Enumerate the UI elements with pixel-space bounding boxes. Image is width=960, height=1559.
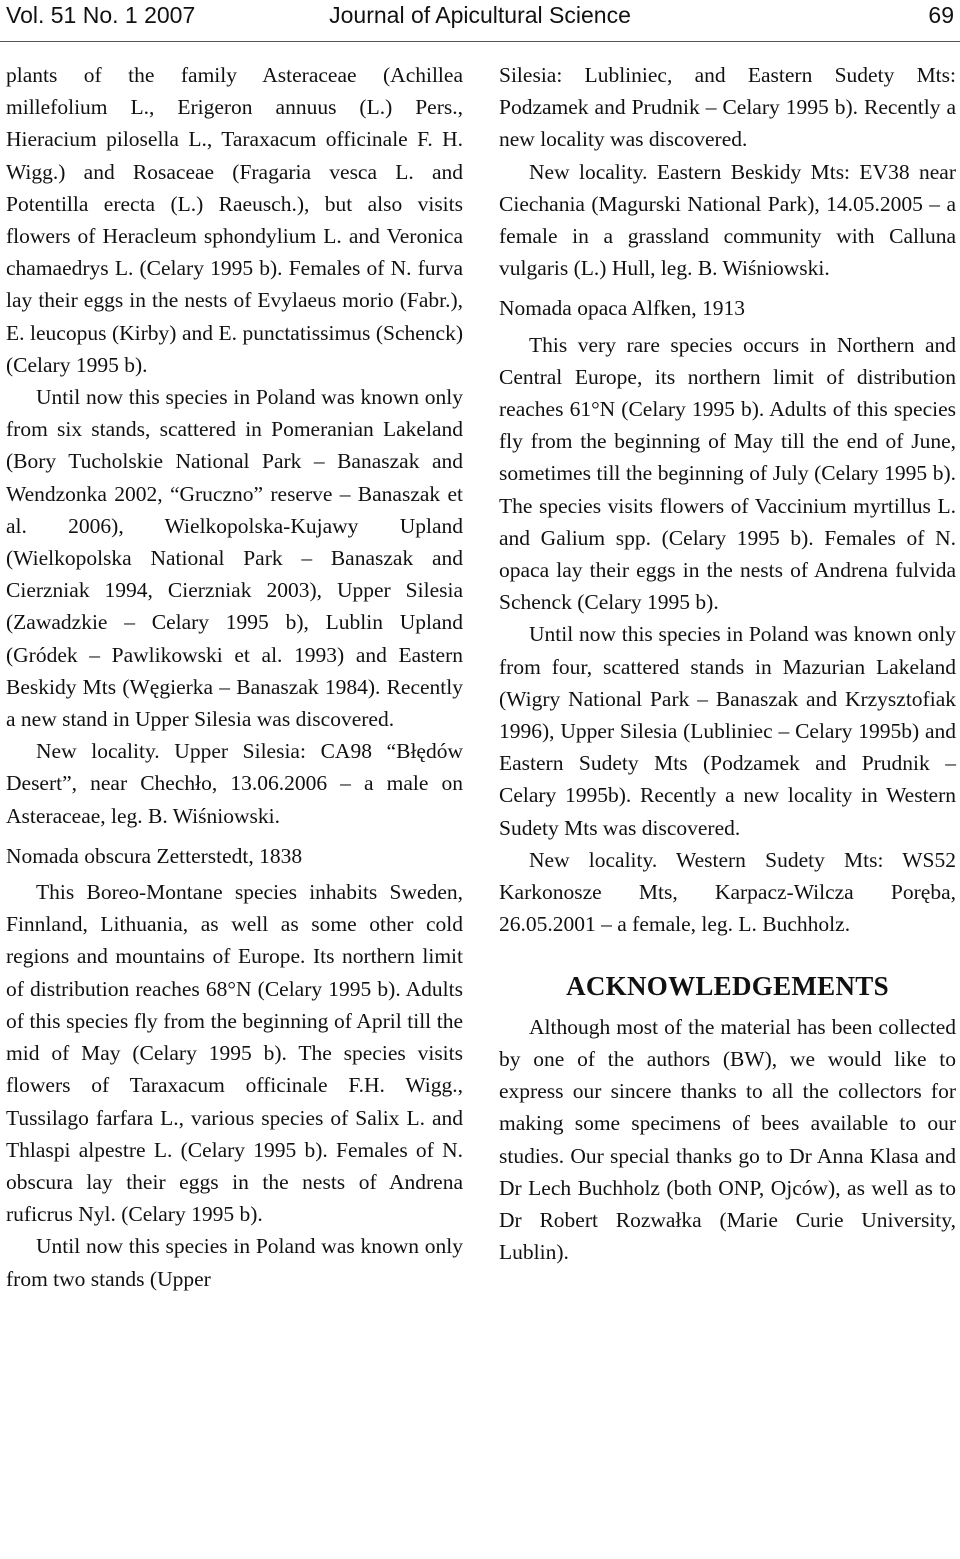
journal-title: Journal of Apicultural Science (329, 2, 631, 28)
paragraph: This very rare species occurs in Northern and Central Europe, its northern limit of distribution reaches 61°N (Celary 1995 b). Adults of this species fly from the beginning of May till the end of June, sometimes till the beginning of July (Celary 1995 b). The species visits flowers of Vaccinium myrtillus L. and Galium spp. (Celary 1995 b). Females of N. opaca lay their eggs in the nests of Andrena fulvida Schenck (Celary 1995 b). (499, 332, 956, 615)
paragraph: plants of the family Asteraceae (Achillea millefolium L., Erigeron annuus (L.) Pers., Hieracium pilosella L., Taraxacum officinale F. H. Wigg.) and Rosaceae (Fragaria vesca L. and Potentilla erecta (L.) Raeusch.), but also visits flowers of Heracleum sphondylium L. and Veronica chamaedrys L. (Celary 1995 b). Females of N. furva lay their eggs in the nests of Evylaeus morio (Fabr.), E. leucopus (Kirby) and E. punctatissimus (Schenck) (Celary 1995 b). (6, 63, 463, 377)
header-rule (0, 41, 960, 42)
species-heading: Nomada obscura Zetterstedt, 1838 (6, 843, 303, 868)
paragraph: Until now this species in Poland was known only from two stands (Upper (6, 1234, 463, 1291)
right-column (499, 59, 956, 1268)
paragraph: Until now this species in Poland was known only from four, scattered stands in Mazurian Lakeland (Wigry National Park – Banaszak and Krzysztofiak 1996), Upper Silesia (Lubliniec – Celary 1995b) and Eastern Sudety Mts (Podzamek and Prudnik – Celary 1995b). Recently a new locality in Western Sudety Mts was discovered. (499, 622, 956, 840)
running-header (0, 0, 960, 40)
volume-info: Vol. 51 No. 1 2007 (6, 2, 196, 28)
paragraph: New locality. Upper Silesia: CA98 “Błędów Desert”, near Chechło, 13.06.2006 – a male on Asteraceae, leg. B. Wiśniowski. (6, 739, 463, 828)
paragraph: New locality. Eastern Beskidy Mts: EV38 near Ciechania (Magurski National Park), 14.05.2005 – a female in a grassland community with Calluna vulgaris (L.) Hull, leg. B. Wiśniowski. (499, 159, 956, 281)
paragraph: Silesia: Lubliniec, and Eastern Sudety Mts: Podzamek and Prudnik – Celary 1995 b). Recently a new locality was discovered. (499, 63, 956, 152)
species-heading: Nomada opaca Alfken, 1913 (499, 296, 745, 321)
page-number: 69 (928, 2, 954, 28)
paragraph: New locality. Western Sudety Mts: WS52 Karkonosze Mts, Karpacz-Wilcza Poręba, 26.05.2001 – a female, leg. L. Buchholz. (499, 847, 956, 937)
section-heading: ACKNOWLEDGEMENTS (566, 971, 889, 1002)
paragraph: Until now this species in Poland was known only from six stands, scattered in Pomeranian Lakeland (Bory Tucholskie National Park – Banaszak and Wendzonka 2002, “Gruczno” reserve – Banaszak et al. 2006), Wielkopolska-Kujawy Upland (Wielkopolska National Park – Banaszak and Cierzniak 1994, Cierzniak 2003), Upper Silesia (Zawadzkie – Celary 1995 b), Lublin Upland (Gródek – Pawlikowski et al. 1993) and Eastern Beskidy Mts (Węgierka – Banaszak 1984). Recently a new stand in Upper Silesia was discovered. (6, 385, 463, 732)
left-column (6, 59, 463, 1295)
paragraph: This Boreo-Montane species inhabits Sweden, Finnland, Lithuania, as well as some other cold regions and mountains of Europe. Its northern limit of distribution reaches 68°N (Celary 1995 b). Adults of this species fly from the beginning of April till the mid of May (Celary 1995 b). The species visits flowers of Taraxacum officinale F.H. Wigg., Tussilago farfara L., various species of Salix L. and Thlaspi alpestre L. (Celary 1995 b). Females of N. obscura lay their eggs in the nests of Andrena ruficrus Nyl. (Celary 1995 b). (6, 880, 463, 1227)
paragraph: Although most of the material has been collected by one of the authors (BW), we would like to express our sincere thanks to all the collectors for making some specimens of bees available to our studies. Our special thanks go to Dr Anna Klasa and Dr Lech Buchholz (both ONP, Ojców), as well as to Dr Robert Rozwałka (Marie Curie University, Lublin). (499, 1014, 956, 1265)
